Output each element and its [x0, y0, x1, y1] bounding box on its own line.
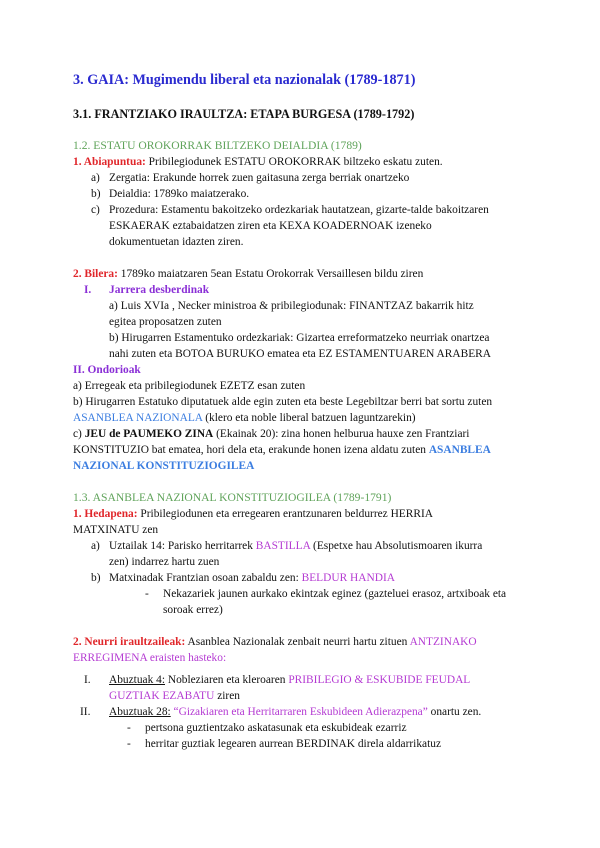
sub-item-askatasunak: pertsona guztientzako askatasunak eta eskubideak ezarriz — [145, 722, 407, 734]
bastilla-item — [109, 538, 482, 554]
list-item-cont: dokumentuetan idazten ziren. — [109, 236, 244, 248]
ondorioak-b: b) Hirugarren Estatuko diputatuek alde egin zuten eta beste Legebiltzar berri bat sortu zuten — [73, 396, 493, 408]
bastilla-cont: zen) indarrez hartu zuen — [109, 556, 220, 568]
nazional-konstituziogilea-highlight: NAZIONAL KONSTITUZIOGILEA — [73, 460, 255, 472]
nekazariak-item: Nekazariek jaunen aurkako ekintzak eginez (gazteluei erasoz, artxiboak eta — [163, 588, 507, 600]
jarrera-heading: Jarrera desberdinak — [109, 284, 210, 296]
dash-marker: - — [127, 722, 131, 734]
pribilegio-highlight: PRIBILEGIO & ESKUBIDE FEUDAL — [288, 674, 471, 686]
bastilla-rest: (Espetxe hau Absolutismoaren ikurra — [310, 540, 483, 552]
beldur-pre: Matxinadak Frantzian osoan zabaldu zen: — [109, 572, 302, 584]
abuztuak-4-item — [109, 672, 470, 688]
dash-marker: - — [127, 738, 131, 750]
jarrera-b-cont: nahi zuten eta BOTOA BURUKO ematea eta EZ ESTAMENTUAREN ARABERA — [109, 348, 491, 360]
abuztuak-28-item — [109, 704, 481, 720]
nekazariak-cont: soroak errez) — [163, 604, 223, 616]
jarrera-a-cont: egitea proposatzen zuten — [109, 316, 222, 328]
section-heading-1-3: 1.3. ASANBLEA NAZIONAL KONSTITUZIOGILEA (1789-1791) — [73, 491, 392, 504]
ondorioak-a: a) Erregeak eta pribilegiodunek EZETZ esan zuten — [73, 380, 306, 392]
asanblea-nazionala-highlight: ASANBLEA NAZIONALA — [73, 412, 203, 424]
ondorioak-c2-text: KONSTITUZIO bat ematea, hori dela eta, erakunde honen izena aldatu zuten — [73, 444, 429, 456]
roman-marker: II. — [80, 706, 91, 718]
sub-item-berdinak: herritar guztiak legearen aurrean BERDINAK direla aldarrikatuz — [145, 738, 442, 750]
antzinako-highlight: ANTZINAKO — [409, 636, 477, 648]
list-item: Deialdia: 1789ko maiatzerako. — [109, 188, 250, 200]
abuztuak-28-date: Abuztuak 28: — [109, 706, 171, 718]
list-item: Prozedura: Estamentu bakoitzeko ordezkariak hautatzean, gizarte-talde bakoitzaren — [109, 204, 489, 216]
list-marker: b) — [91, 188, 101, 200]
hedapena-label: 1. Hedapena: — [73, 508, 138, 520]
bilera-line — [73, 266, 423, 282]
ondorioak-c — [73, 426, 469, 442]
list-item-cont: ESKAERAK eztabaidatzen ziren eta KEXA KOADERNOAK izeneko — [109, 220, 432, 232]
dash-marker: - — [145, 588, 149, 600]
hedapena-cont: MATXINATU zen — [73, 524, 159, 536]
ondorioak-b-cont — [73, 410, 416, 426]
abiapuntua-text: Pribilegiodunek ESTATU OROKORRAK biltzeko eskatu zuten. — [148, 156, 443, 168]
bilera-label: 2. Bilera: — [73, 268, 118, 280]
list-item: Zergatia: Erakunde horrek zuen gaitasuna zerga berriak onartzeko — [109, 172, 410, 184]
ondorioak-b-rest: (klero eta noble liberal batzuen laguntzarekin) — [202, 412, 416, 424]
abuztuak-4-rest: ziren — [214, 690, 240, 702]
bastilla-pre: Uztailak 14: Parisko herritarrek — [109, 540, 256, 552]
abuztuak-28-rest: onartu zen. — [427, 706, 482, 718]
bilera-text: 1789ko maiatzaren 5ean Estatu Orokorrak Versaillesen bildu ziren — [120, 268, 424, 280]
page-title: 3. GAIA: Mugimendu liberal eta nazionalak (1789-1871) — [73, 72, 416, 88]
abiapuntua-line — [73, 154, 443, 170]
beldur-handia-highlight: BELDUR HANDIA — [301, 572, 395, 584]
roman-marker: I. — [84, 284, 92, 296]
list-marker: c) — [91, 204, 100, 216]
neurri-label: 2. Neurri iraultzaileak: — [73, 636, 186, 648]
list-marker: a) — [91, 172, 100, 184]
guztiak-ezabatu-highlight: GUZTIAK EZABATU — [109, 690, 215, 702]
hedapena-text: Pribilegiodunen eta erregearen erantzunaren beldurrez HERRIA — [140, 508, 433, 520]
list-marker: b) — [91, 572, 101, 584]
ondorioak-c-rest: (Ekainak 20): zina honen helburua hauxe zen Frantziari — [213, 428, 470, 440]
section-heading-1-2: 1.2. ESTATU OROKORRAK BILTZEKO DEIALDIA (1789) — [73, 139, 362, 152]
neurri-line — [73, 634, 477, 650]
asanblea-highlight: ASANBLEA — [428, 444, 491, 456]
ondorioak-c-cont — [73, 442, 491, 458]
erregimena-highlight: ERREGIMENA eraisten hasteko: — [73, 652, 227, 664]
abuztuak-4-cont — [109, 688, 240, 704]
ondorioak-heading: II. Ondorioak — [73, 364, 141, 376]
bastilla-highlight: BASTILLA — [255, 540, 311, 552]
roman-marker: I. — [84, 674, 91, 686]
ondorioak-c-prefix: c) — [73, 428, 85, 440]
abiapuntua-label: 1. Abiapuntua: — [73, 156, 146, 168]
adierazpena-highlight: “Gizakiaren eta Herritarraren Eskubideen Adierazpena” — [173, 706, 428, 718]
neurri-text: Asanblea Nazionalak zenbait neurri hartu zituen — [185, 636, 410, 648]
jeu-de-paume-label: JEU de PAUMEKO ZINA — [84, 428, 214, 440]
jarrera-a: a) Luis XVIa , Necker ministroa & pribilegiodunak: FINANTZAZ bakarrik hitz — [109, 300, 474, 312]
abuztuak-4-text: Nobleziaren eta kleroaren — [165, 674, 289, 686]
list-marker: a) — [91, 540, 100, 552]
section-heading-3-1: 3.1. FRANTZIAKO IRAULTZA: ETAPA BURGESA (1789-1792) — [73, 107, 415, 121]
abuztuak-4-date: Abuztuak 4: — [109, 674, 165, 686]
hedapena-line — [73, 506, 433, 522]
beldur-item — [109, 570, 395, 586]
jarrera-b: b) Hirugarren Estamentuko ordezkariak: Gizartea erreformatzeko neurriak onartzea — [109, 332, 490, 344]
